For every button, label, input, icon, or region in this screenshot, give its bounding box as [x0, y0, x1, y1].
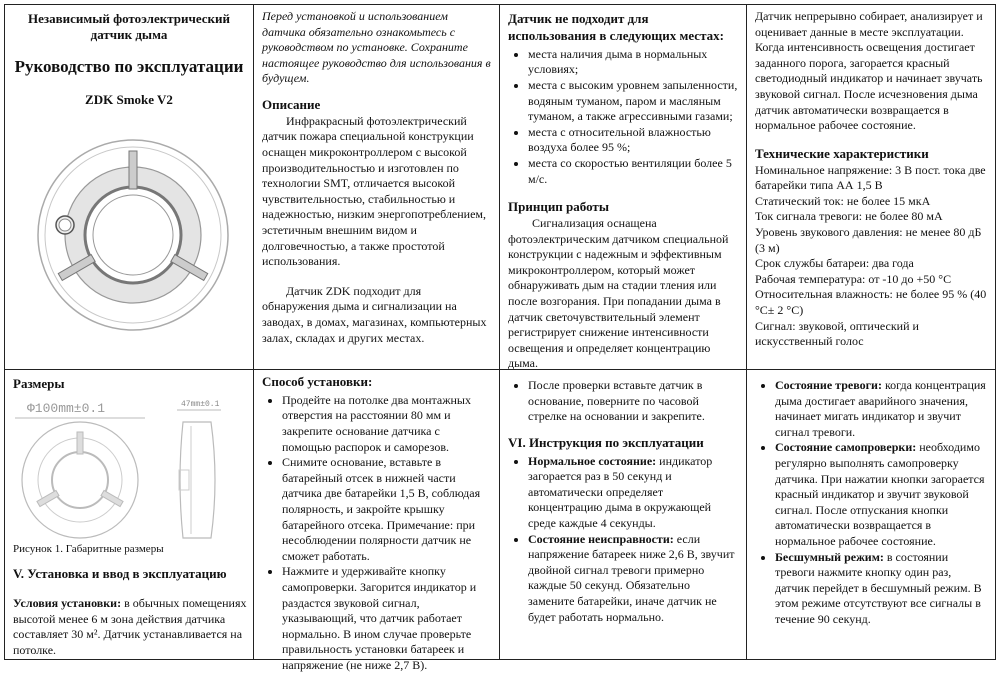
list-item: • Состояние неисправности: если напряжение батареек ниже 2,6 В, звучит двойной сигнал тревоги примерно каждые 50 секунд. Обязательно замените батарейки, иначе датчик не будет работать нормально.	[528, 532, 738, 626]
installation-steps	[262, 393, 491, 674]
spec-line: Срок службы батареи: два года	[755, 256, 914, 271]
usage-paragraph: Датчик ZDK подходит для обнаружения дыма и сигнализации на заводах, в домах, магазинах, компьютерных залах, складах и других местах.	[262, 283, 487, 345]
specs-cell	[746, 4, 996, 370]
diameter-label: Φ100mm±0.1	[27, 401, 106, 416]
list-item: • места с высоким уровнем запыленности, водяным туманом, паром и масляным туманом, а также агрессивными газами;	[528, 78, 738, 125]
spec-line: Рабочая температура: от -10 до +50 °С	[755, 271, 952, 286]
list-item: • Продейте на потолке два монтажных отверстия на расстоянии 80 мм и закрепите основание датчика с помощью распорок и саморезов.	[282, 393, 491, 455]
states-list	[508, 454, 738, 626]
specs-heading: Технические характеристики	[755, 145, 929, 161]
spec-line: Ток сигнала тревоги: не более 80 мА	[755, 209, 943, 224]
section6-heading: VI. Инструкция по эксплуатации	[508, 434, 704, 450]
spec-line: Статический ток: не более 15 мкА	[755, 193, 931, 208]
principle-heading: Принцип работы	[508, 199, 609, 215]
spec-line: Уровень звукового давления: не менее 80 дБ (3 м)	[755, 225, 982, 255]
spec-line: Номинальное напряжение: 3 В пост. тока две батарейки типа АА 1,5 В	[755, 162, 986, 193]
product-title: Независимый фотоэлектрический датчик дыма	[27, 11, 231, 43]
dimensions-heading: Размеры	[13, 376, 65, 391]
dimension-drawing	[5, 392, 251, 542]
operation-cell	[499, 369, 747, 660]
list-item: • места наличия дыма в нормальных условиях;	[528, 47, 738, 78]
installation-cell	[253, 369, 500, 672]
list-item: • Состояние самопроверки: необходимо регулярно выполнять самопроверку датчика. При нажатии кнопки загорается красный индикатор и звучит звуковой сигнал. После отпускания кнопки автоматически возвращается в нормальное рабочее состояние.	[775, 440, 987, 549]
modes-cell	[746, 369, 996, 660]
model-name: ZDK Smoke V2	[85, 91, 173, 107]
list-item: • Бесшумный режим: в состоянии тревоги нажмите кнопку один раз, датчик перейдет в бесшумный режим. В этом режиме отсутствуют все сигналы в течение 90 секунд.	[775, 550, 987, 628]
modes-list	[755, 378, 987, 628]
intro-note: Перед установкой и использованием датчика обязательно ознакомьтесь с руководством по установке. Сохраните настоящее руководство для использования в будущем.	[262, 9, 491, 86]
list-item: • Нормальное состояние: индикатор загорается раз в 50 секунд и автоматически определяет концентрацию дыма в окружающей среде каждые 4 секунды.	[528, 454, 738, 532]
detector-illustration	[5, 133, 255, 363]
spec-line: Сигнал: звуковой, оптический и искусственный голос	[755, 318, 919, 349]
restrictions-list	[508, 47, 738, 187]
cover-cell	[4, 4, 254, 370]
spec-line: Относительная влажность: не более 95 % (40 °С± 2 °С)	[755, 287, 987, 317]
dimensions-cell	[4, 369, 254, 660]
list-item: • Состояние тревоги: когда концентрация дыма достигает аварийного значения, начинает мигать индикатор и звучит сигнал тревоги.	[775, 378, 987, 440]
description-heading: Описание	[262, 96, 321, 112]
list-item: • места с относительной влажностью воздуха более 95 %;	[528, 125, 738, 156]
manual-title: Руководство по эксплуатации	[14, 56, 244, 76]
restrictions-cell	[499, 4, 747, 370]
install-conditions: Условия установки: в обычных помещениях высотой менее 6 м зона действия датчика составляет 30 м². Датчик устанавливается на потолке.	[13, 596, 247, 657]
final-step-list	[508, 378, 738, 425]
restrictions-heading: Датчик не подходит для использования в следующих местах:	[508, 11, 724, 43]
description-paragraph: Инфракрасный фотоэлектрический датчик пожара специальной конструкции оснащен микроконтроллером с высокой производительностью и изготовлен по технологии SMT, отличается высокой чувствительностью, стабильностью и надежностью, низким энергопотреблением, эстетичным внешним видом и долговечностью, а также простотой использования.	[262, 113, 487, 269]
principle-text: Сигнализация оснащена фотоэлектрическим датчиком специальной конструкции с надежным и эффективным микроконтроллером, который может обнаруживать дым на стадии тления или после возгорания. При попадании дыма в датчик светочувствительный элемент регистрирует снижение интенсивности освещения и определяет концентрацию дыма.	[508, 216, 729, 371]
list-item: • Снимите основание, вставьте в батарейный отсек в нижней части датчика две батарейки 1,5 В, соблюдая полярность, и закройте крышку батарейного отсека. Примечание: при несоблюдении полярности датчик не сможет работать.	[282, 455, 491, 564]
figure-caption: Рисунок 1. Габаритные размеры	[13, 543, 164, 555]
list-item: • Нажмите и удерживайте кнопку самопроверки. Загорится индикатор и раздастся звуковой сигнал, указывающий, что датчик работает нормально. В ином случае проверьте правильность установки батареек и напряжение (не ниже 2,7 В).	[282, 564, 491, 673]
operation-paragraph: Датчик непрерывно собирает, анализирует и оценивает данные в месте эксплуатации. Когда интенсивность освещения достигает заданного порога, загорается красный светодиодный индикатор и начинает звучать звуковой сигнал. После исчезновения дыма датчик автоматически возвращается в нормальное рабочее состояние.	[755, 9, 983, 133]
installation-heading: Способ установки:	[262, 374, 373, 389]
list-item: • места со скоростью вентиляции более 5 м/с.	[528, 156, 738, 187]
section5-heading: V. Установка и ввод в эксплуатацию	[13, 566, 227, 581]
list-item: • После проверки вставьте датчик в основание, поверните по часовой стрелке на основании и закрепите.	[528, 378, 738, 425]
height-label: 47mm±0.1	[181, 400, 220, 409]
description-cell	[253, 4, 500, 370]
